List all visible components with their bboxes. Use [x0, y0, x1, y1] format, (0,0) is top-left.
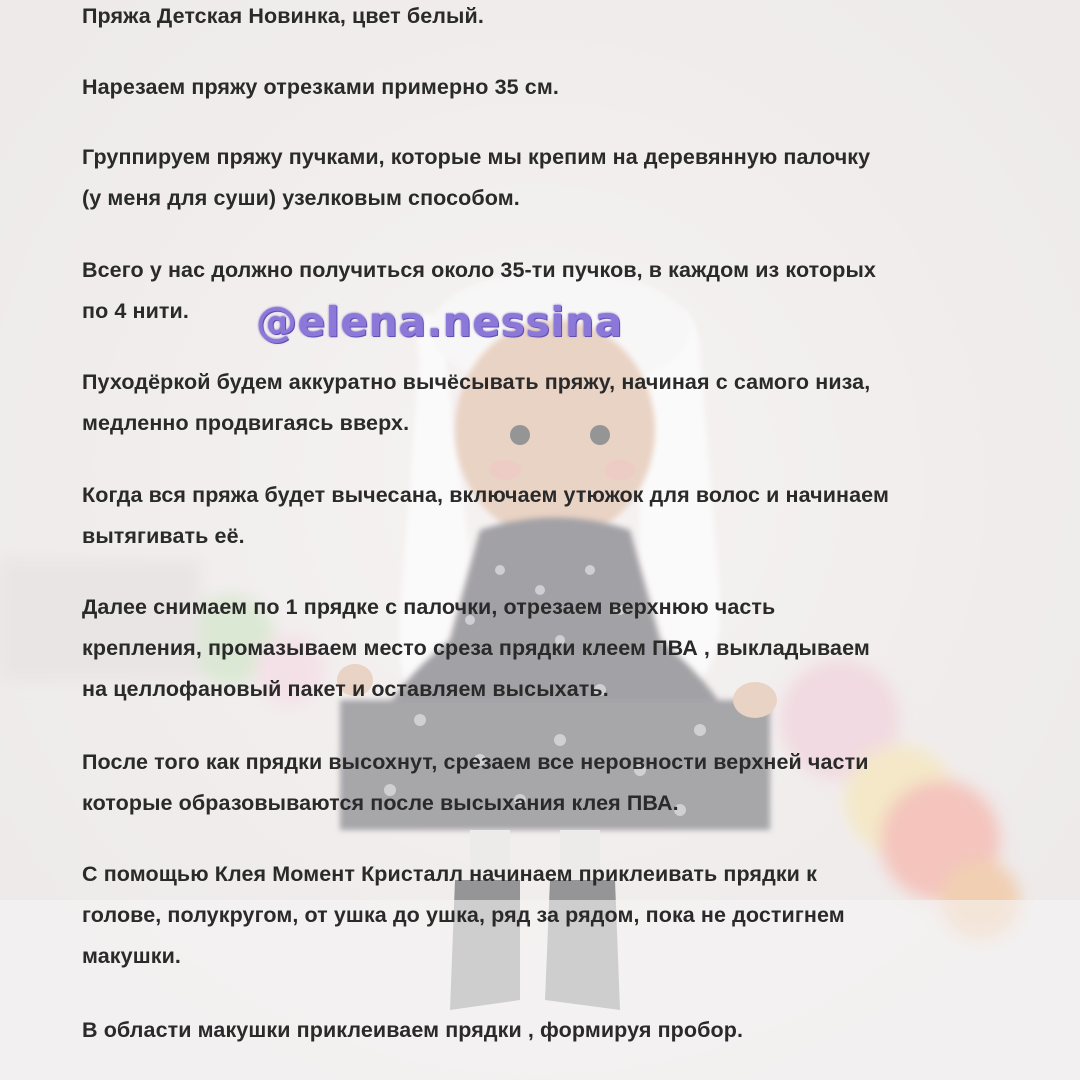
text-line: голове, полукругом, от ушка до ушка, ряд за рядом, пока не достигнем: [82, 903, 845, 927]
paragraph-trim: [82, 742, 1022, 824]
text-line: Нарезаем пряжу отрезками примерно 35 см.: [82, 75, 559, 99]
text-line: на целлофановый пакет и оставляем высыхать.: [82, 677, 609, 701]
paragraph-yarn: [82, 0, 1022, 37]
text-line: по 4 нити.: [82, 299, 189, 323]
paragraph-attach: [82, 854, 1022, 977]
paragraph-comb: [82, 362, 1022, 444]
text-line: Всего у нас должно получиться около 35-ти пучков, в каждом из которых: [82, 258, 876, 282]
paragraph-straighten: [82, 475, 1022, 557]
text-line: медленно продвигаясь вверх.: [82, 411, 410, 435]
text-line: вытягивать её.: [82, 524, 245, 548]
author-watermark: @elena.nessina: [256, 298, 623, 346]
text-line: Далее снимаем по 1 прядке с палочки, отрезаем верхнюю часть: [82, 595, 776, 619]
text-line: Когда вся пряжа будет вычесана, включаем утюжок для волос и начинаем: [82, 483, 889, 507]
text-line: В области макушки приклеиваем прядки , формируя пробор.: [82, 1018, 744, 1042]
paragraph-cut: [82, 67, 1022, 108]
paragraph-group: [82, 137, 1022, 219]
text-line: После того как прядки высохнут, срезаем все неровности верхней части: [82, 750, 869, 774]
text-line: Пряжа Детская Новинка, цвет белый.: [82, 4, 484, 28]
paragraph-glue: [82, 587, 1022, 710]
text-line: Пуходёркой будем аккуратно вычёсывать пряжу, начиная с самого низа,: [82, 370, 871, 394]
text-line: которые образовываются после высыхания клея ПВА.: [82, 791, 679, 815]
text-line: (у меня для суши) узелковым способом.: [82, 186, 520, 210]
text-line: макушки.: [82, 944, 181, 968]
text-line: С помощью Клея Момент Кристалл начинаем приклеивать прядки к: [82, 862, 817, 886]
paragraph-parting: [82, 1010, 1022, 1051]
text-line: Группируем пряжу пучками, которые мы крепим на деревянную палочку: [82, 145, 871, 169]
text-line: крепления, промазываем место среза прядки клеем ПВА , выкладываем: [82, 636, 870, 660]
